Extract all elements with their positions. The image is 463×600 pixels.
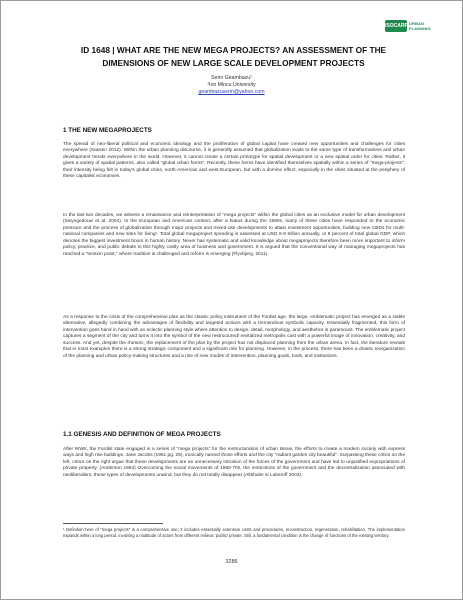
paragraph-2: In the last two decades, we witness a renaissance and reinterpretation of "mega projects" within the global cities as an exclusive model for urban development (Swyngedouw et al. 2004). In the European and American context, after a hiatus during the 1980s, many of these cities have responded to the economic pressure and the process of globalization through major projects and mixed-use developments to attain investment opportunities, building new CBDs for multi-national companies and new sites for living¹. Total global megaproject spending is assessed at USD 6-9 trillion annually, or 8 percent of total global GDP, which denotes the biggest investment boom in human history. Never has systematic and valid knowledge about megaprojects therefore been more important to inform policy, practice, and public debate in this highly costly area of business and government. It is argued that the conventional way of managing megaprojects has reached a "tension point," where tradition is challenged and reform is emerging (Flyvbjerg, 2011). — [63, 213, 405, 257]
paper-title: ID 1648 | WHAT ARE THE NEW MEGA PROJECTS? AN ASSESSMENT OF THE DIMENSIONS OF NEW LARGE SCALE DEVELOPMENT PROJECTS — [80, 45, 387, 68]
author-email-link[interactable]: geambazuserin@yahoo.com — [198, 89, 265, 95]
logo-mark: ISOCARP — [385, 20, 407, 32]
paragraph-1: The spread of neo-liberal political and economic ideology and the proliferation of global capital have created new opportunities and challenges for cities everywhere (Sassen 2012). Within the urban planning discourse, it is generally assumed that globalization leads to the same type of transformations and urban development trends everywhere in the world. However, it cannot create a certain prototype for spatial development or a new spatial order for cities. Rather, it gives a variety of spatial patterns, also called "global urban forms". Recently, these forms have identified themselves spatially within a series of "mega-projects", their intensity being felt in today's global cities, north-American and west-European, but with a domino effect, especially in the cities situated at the periphery of these capitalist economies. — [63, 142, 405, 180]
section-heading-1-1: 1.1 GENESIS AND DEFINITION OF MEGA PROJECTS — [63, 431, 221, 438]
page-number: 3286 — [225, 559, 238, 565]
author-affiliation: ¹Ion Mincu University — [207, 82, 256, 88]
paragraph-4: After WWII, the Fordist state engaged in a series of "mega projects" for the restructuration of urban tissue, the efforts to create a modern society with express ways and high rise buildings. Jane Jacobs (1961 pg. 25), ironically named those efforts and the city "radiant garden city beautiful". Surpassing these critics on the left, critics on the right argue that these developments are an unnecessary intrusion of the forces of the government and have led to unjustified expropriations of private property. (Anderson 1964) Overcoming the social movements of 1960-70s, the restrictions of the government and the decentralization associated with neoliberalism, these types of developments unwind, but they do not totally disappear (Altshuler si Luberoff 2003). — [63, 447, 405, 478]
conference-logo — [385, 18, 441, 33]
author-name: Serin Geambazu¹ — [211, 75, 252, 81]
footnote-divider — [63, 523, 163, 524]
footnote: ¹ Definition here of "mega projects" is a comprehensive one; it includes essentially extensive costs and procedures, reconstruction, regeneration, rehabilitation. The implementation expands within a long period, involving a multitude of actors from different milieus: public/ private. Still, a fundamental condition is the change of functions of the existing territory. — [63, 527, 405, 538]
section-heading-1: 1 THE NEW MEGAPROJECTS — [63, 127, 152, 134]
paragraph-3: As a response to the crisis of the comprehensive plan as the classic policy instrument of the Fordist age, the large, emblematic project has emerged as a viable alternative, allegedly combining the advantages of flexibility and targeted actions with a tremendous symbolic capacity. Essentially fragmented, this form of intervention goes hand in hand with an eclectic planning style where attention to design, detail, morphology, and aesthetics is paramount. The emblematic project captures a segment of the city and turns it into the symbol of the new restructured/ revitalized metropolis cast with a powerful image of innovation, creativity, and success. And yet, despite the rhetoric, the replacement of the plan by the project has not displaced planning from the urban arena. In fact, the literature reveals that in most examples there is a strong strategic component and a significant role for planning. However, in the process, there has been a drastic reorganization of the planning and urban policy-making structures and a rise of new modes of intervention, planning goals, tools, and institutions. — [63, 315, 405, 359]
logo-text: URBAN PLANNING — [409, 20, 431, 31]
